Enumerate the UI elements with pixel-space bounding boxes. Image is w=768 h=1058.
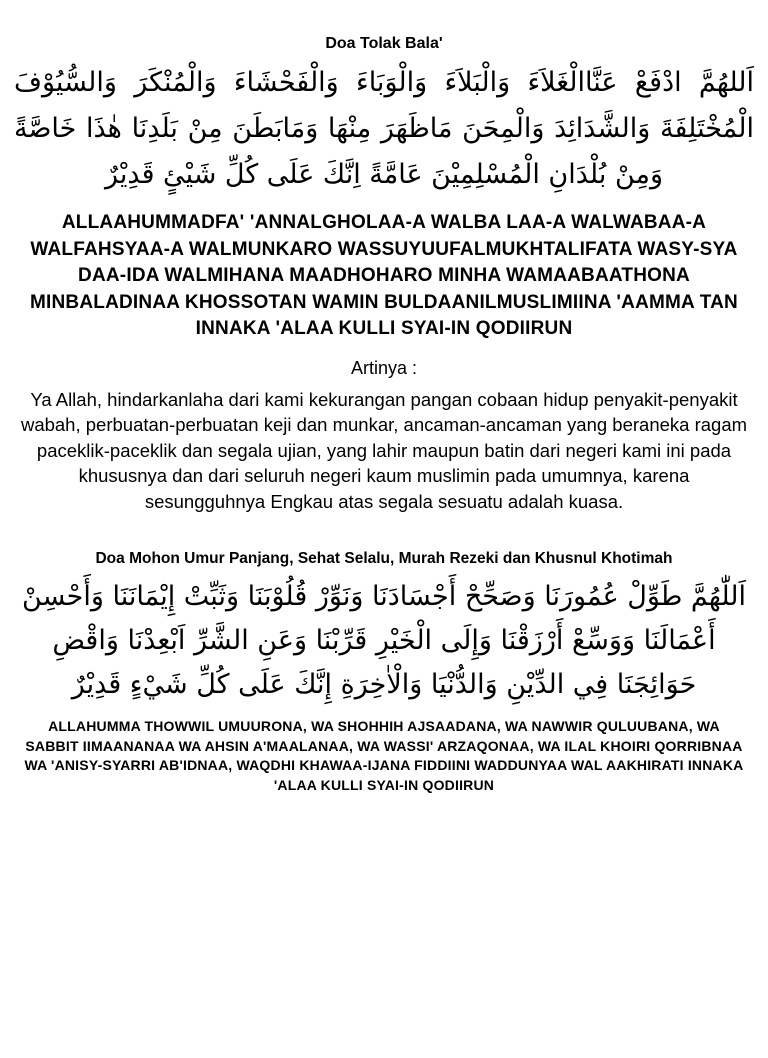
arabic-text-umur-panjang: اَللّٰهُمَّ طَوِّلْ عُمُورَنَا وَصَحِّحْ أَجْسَادَنَا وَنَوِّرْ قُلُوْبَنَا وَثَبِّتْ إِيْمَانَنَا وَأَحْسِنْ أَعْمَالَنَا وَوَسِّعْ أَرْزَقْنَا وَإِلَى الْخَيْرِ قَرِّبْنَا وَعَنِ الشَّرِّ اَبْعِدْنَا وَاقْضِ حَوَائِجَنَا فِي الدِّيْنِ وَالدُّنْيَا وَالْاٰخِرَةِ إِنَّكَ عَلَى كُلِّ شَيْءٍ قَدِيْرٌ [22,581,746,700]
arabic-text-tolak-bala: اَللهُمَّ ادْفَعْ عَنَّاالْغَلاَءَ وَالْبَلاَءَ وَالْوَبَاءَ وَالْفَحْشَاءَ وَالْمُنْكَرَ وَالسُّيُوْفَ الْمُخْتَلِفَةَ وَالشَّدَائِدَ وَالْمِحَنَ مَاظَهَرَ مِنْهَا وَمَابَطَنَ مِنْ بَلَدِنَا هٰذَا خَاصَّةً وَمِنْ بُلْدَانِ الْمُسْلِمِيْنَ عَامَّةً اِنَّكَ عَلَى كُلِّ شَيْئٍ قَدِيْرٌ [14,67,754,190]
artinya-label: Artinya : [350,357,418,378]
transliteration-tolak-bala: ALLAAHUMMADFA' 'ANNALGHOLAA-A WALBA LAA-A WALWABAA-A WALFAHSYAA-A WALMUNKARO WASSUYUUFALMUKHTALIFATA WASY-SYA DAA-IDA WALMIHANA MAADHOHARO MINHA WAMAABAATHONA MINBALADINAA KHOSSOTAN WAMIN BULDAANILMUSLIMIINA 'AAMMA TAN INNAKA 'ALAA KULLI SYAI-IN QODIIRUN [30,212,738,339]
transliteration-umur-panjang: ALLAHUMMA THOWWIL UMUURONA, WA SHOHHIH AJSAADANA, WA NAWWIR QULUUBANA, WA SABBIT IIMAANANAA WA AHSIN A'MAALANAA, WA WASSI' ARZAQONAA, WA ILAL KHOIRI QORRIBNAA WA 'ANISY-SYARRI AB'IDNAA, WAQDHI KHAWAA-IJANA FIDDIINI WADDUNYAA WAL AAKHIRATI INNAKA 'ALAA KULLI SYAI-IN QODIIRUN [24,718,744,793]
translation-tolak-bala: Ya Allah, hindarkanlaha dari kami kekurangan pangan cobaan hidup penyakit-penyakit wabah, perbuatan-perbuatan keji dan munkar, ancaman-ancaman yang beraneka ragam paceklik-paceklik dan segala ujian, yang lahir maupun batin dari negeri kami ini pada khususnya dan dari seluruh negeri kaum muslimin pada umumnya, karena sesungguhnya Engkau atas segala sesuatu adalah kuasa. [20,388,748,512]
title-doa-umur-panjang: Doa Mohon Umur Panjang, Sehat Selalu, Murah Rezeki dan Khusnul Khotimah [95,550,673,567]
document-page [0,34,768,1058]
title-doa-tolak-bala: Doa Tolak Bala' [325,35,443,52]
